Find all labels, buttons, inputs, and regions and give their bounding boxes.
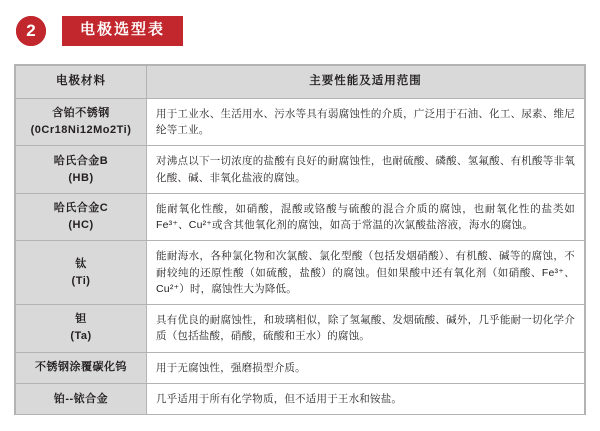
cell-description: 用于工业水、生活用水、污水等具有弱腐蚀性的介质，广泛用于石油、化工、尿素、维尼纶等工业。 [147,98,585,146]
material-code-line: (HC) [68,219,94,232]
table-row [16,241,585,305]
table-row [16,193,585,241]
cell-material [16,305,147,353]
cell-material [16,384,147,415]
electrode-selection-table-wrapper [14,64,586,415]
material-code-line: (HB) [68,171,94,184]
column-header-material: 电极材料 [16,66,147,99]
cell-description: 用于无腐蚀性，强磨损型介质。 [147,352,585,383]
column-header-description: 主要性能及适用范围 [147,66,585,99]
cell-description: 几乎适用于所有化学物质，但不适用于王水和铵盐。 [147,384,585,415]
cell-material [16,352,147,383]
electrode-selection-table [15,65,585,415]
section-number-badge: 2 [14,14,48,48]
material-name-line: 哈氏合金C [53,202,109,215]
table-row [16,352,585,383]
cell-description: 能耐氧化性酸，如硝酸，混酸或铬酸与硫酸的混合介质的腐蚀，也耐氧化性的盐类如Fe³⁺、Cu²⁺或含其他氧化剂的腐蚀，如高于常温的次氯酸盐溶液，海水的腐蚀。 [147,193,585,241]
cell-material [16,241,147,305]
table-row [16,146,585,194]
table-row [16,384,585,415]
material-name-line: 铂--铱合金 [53,392,109,405]
material-name-line: 含铂不锈钢 [52,107,110,120]
material-code-line: (Ti) [71,274,91,287]
material-code-line: (0Cr18Ni12Mo2Ti) [30,124,132,137]
cell-material [16,98,147,146]
material-name-line: 钛 [75,257,87,270]
cell-description: 具有优良的耐腐蚀性，和玻璃相似，除了氢氟酸、发烟硫酸、碱外，几乎能耐一切化学介质（包括盐酸，硝酸，硫酸和王水）的腐蚀。 [147,305,585,353]
cell-material [16,146,147,194]
material-name-line: 钽 [75,313,87,326]
page-header [0,0,600,58]
material-code-line: (Ta) [70,330,92,343]
cell-material [16,193,147,241]
material-name-line: 不锈钢涂覆碳化钨 [35,361,127,374]
table-row [16,98,585,146]
cell-description: 能耐海水，各种氯化物和次氯酸、氯化型酸（包括发烟硝酸）、有机酸、碱等的腐蚀，不耐较纯的还原性酸（如硫酸，盐酸）的腐蚀。但如果酸中还有氧化剂（如硝酸、Fe³⁺、Cu²⁺）时，腐蚀性大为降低。 [147,241,585,305]
page-title: 电极选型表 [62,16,183,46]
table-header-row [16,66,585,99]
cell-description: 对沸点以下一切浓度的盐酸有良好的耐腐蚀性，也耐硫酸、磷酸、氢氟酸、有机酸等非氧化酸、碱、非氧化盐液的腐蚀。 [147,146,585,194]
material-name-line: 哈氏合金B [53,154,109,167]
table-row [16,305,585,353]
